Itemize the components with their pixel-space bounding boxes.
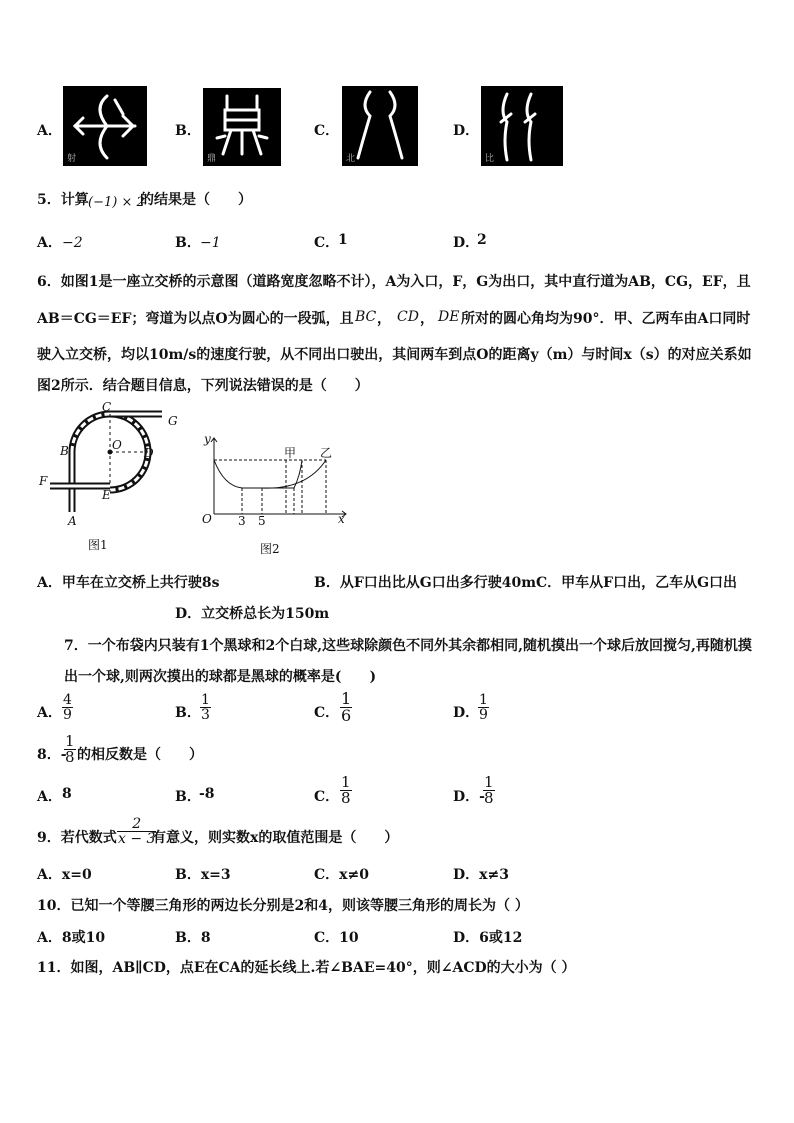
q4-option-b-letter: B． <box>175 123 201 139</box>
q8-option-d-den: 8 <box>484 789 494 807</box>
q8-option-c-fraction <box>340 775 352 806</box>
fig2-origin: O <box>202 512 212 526</box>
q9-num: 2 <box>132 816 142 832</box>
q6-figure-2 <box>196 428 356 558</box>
q5-option-b-value: −1 <box>200 235 221 251</box>
fig1-label-o: O <box>112 438 122 452</box>
q6-line-2b: 所对的圆心角均为90°．甲、乙两车由A口同时 <box>461 311 751 327</box>
fig1-caption: 图1 <box>88 538 108 552</box>
q6-line-2a: AB＝CG＝EF；弯道为以点O为圆心的一段弧，且 <box>37 311 354 327</box>
q5-option-a-value: −2 <box>62 235 83 251</box>
q5-option-d-letter: D． <box>453 235 480 251</box>
q6-arc-de: DE <box>438 309 460 325</box>
q7-option-c-den: 6 <box>341 706 352 725</box>
q7-option-d-letter: D． <box>453 705 480 721</box>
fig1-label-a: A <box>68 514 77 528</box>
q5-option-d-value: 2 <box>477 232 487 248</box>
q5-expression: (−1) × 2 <box>88 195 145 210</box>
q7-option-d-fraction <box>478 693 489 722</box>
q8-option-d-fraction <box>483 775 495 806</box>
q10-stem: 10．已知一个等腰三角形的两边长分别是2和4，则该等腰三角形的周长为（ ） <box>37 898 529 914</box>
q5-option-a-letter: A． <box>37 235 62 251</box>
fig2-label-yi: 乙 <box>320 446 333 460</box>
q5-option-c-value: 1 <box>338 232 348 248</box>
q6-arc-bc: BC <box>355 309 377 325</box>
q7-option-b-letter: B． <box>175 705 201 721</box>
q6-sep-1: ， <box>377 311 391 327</box>
q4-option-c-image <box>342 86 418 166</box>
q11-stem: 11．如图，AB∥CD，点E在CA的延长线上.若∠BAE=40°，则∠ACD的大小为（ ） <box>37 960 576 976</box>
q7-option-a-fraction <box>62 693 73 722</box>
q8-stem-prefix: 8．- <box>37 747 67 763</box>
q8-num: 1 <box>65 732 75 750</box>
q9-option-b: B．x=3 <box>175 867 231 883</box>
q8-option-d-letter: D．- <box>453 789 485 805</box>
q8-stem-suffix: 的相反数是（ ） <box>77 747 203 763</box>
q8-option-d-num: 1 <box>484 773 494 791</box>
q7-option-b-fraction <box>200 693 211 722</box>
fig1-label-f: F <box>39 474 48 488</box>
q7-option-c-letter: C． <box>314 705 340 721</box>
q6-option-b: B．从F口出比从G口出多行驶40mC．甲车从F口出，乙车从G口出 <box>314 575 738 591</box>
q5-stem-suffix: 的结果是（ ） <box>140 192 252 208</box>
q10-option-a: A．8或10 <box>37 930 106 946</box>
q7-option-b-den: 3 <box>201 707 210 723</box>
q9-stem-suffix: 有意义，则实数x的取值范围是（ ） <box>152 830 399 846</box>
q4-option-a-image <box>63 86 147 166</box>
q6-option-a: A．甲车在立交桥上共行驶8s <box>37 575 220 591</box>
fig2-axis-y: y <box>204 432 211 446</box>
fig1-label-e: E <box>102 488 111 502</box>
q5-option-b-letter: B． <box>175 235 201 251</box>
q8-option-c-num: 1 <box>341 773 351 791</box>
q6-figure-1 <box>36 400 196 550</box>
fig1-label-b: B <box>60 444 69 458</box>
q6-line-3: 驶入立交桥，均以10m/s的速度行驶，从不同出口驶出，其间两车到点O的距离y（m）与时间x（s）的对应关系如 <box>37 347 752 363</box>
fig2-tick-3: 3 <box>238 514 246 528</box>
q7-option-b-num: 1 <box>201 692 210 708</box>
q5-stem-prefix: 5．计算 <box>37 192 89 208</box>
q4-option-d-letter: D． <box>453 123 480 139</box>
q6-sep-2: ， <box>420 311 434 327</box>
q6-option-d: D．立交桥总长为150m <box>175 606 330 622</box>
q8-option-c-den: 8 <box>341 789 351 807</box>
q9-option-c: C．x≠0 <box>314 867 369 883</box>
q7-line-2: 出一个球,则两次摸出的球都是黑球的概率是( ) <box>64 669 377 685</box>
q10-option-b: B．8 <box>175 930 211 946</box>
q4-option-c-letter: C． <box>314 123 340 139</box>
q7-line-1: 7．一个布袋内只装有1个黑球和2个白球,这些球除颜色不同外其余都相同,随机摸出一个球后放回搅匀,再随机摸 <box>64 638 752 654</box>
q8-option-b-value: -8 <box>199 786 215 802</box>
q7-option-a-num: 4 <box>63 692 72 708</box>
q8-option-b-letter: B． <box>175 789 201 805</box>
q7-option-a-den: 9 <box>63 707 72 723</box>
fig1-label-c: C <box>102 400 112 414</box>
q6-line-1: 6．如图1是一座立交桥的示意图（道路宽度忽略不计），A为入口，F，G为出口，其中直行道为AB，CG，EF，且 <box>37 274 751 290</box>
q8-den: 8 <box>65 748 75 766</box>
q4-option-d-image <box>481 86 563 166</box>
q9-fraction <box>117 817 156 846</box>
q4-option-a-caption: 射 <box>67 154 77 164</box>
q5-option-c-letter: C． <box>314 235 340 251</box>
q8-fraction <box>64 734 76 765</box>
q7-option-c-num: 1 <box>341 689 352 708</box>
q6-line-4: 图2所示．结合题目信息，下列说法错误的是（ ） <box>37 378 369 394</box>
q8-option-a-letter: A． <box>37 789 62 805</box>
q4-option-a-letter: A． <box>37 123 62 139</box>
fig1-label-g: G <box>168 414 178 428</box>
q10-option-c: C．10 <box>314 930 359 946</box>
q8-option-a-value: 8 <box>62 786 72 802</box>
q9-den: x − 3 <box>118 831 156 847</box>
q4-option-b-image <box>203 88 281 166</box>
fig1-label-d: D <box>144 446 154 460</box>
q10-option-d: D．6或12 <box>453 930 523 946</box>
q7-option-d-num: 1 <box>479 692 488 708</box>
q4-option-b-caption: 鼎 <box>207 154 217 164</box>
q4-option-d-caption: 比 <box>485 154 495 164</box>
q4-option-c-caption: 北 <box>346 154 356 164</box>
fig2-axis-x: x <box>338 512 345 526</box>
q7-option-a-letter: A． <box>37 705 62 721</box>
fig2-caption: 图2 <box>260 542 280 556</box>
q8-option-c-letter: C． <box>314 789 340 805</box>
q7-option-c-fraction <box>340 691 352 724</box>
fig2-tick-5: 5 <box>258 514 266 528</box>
q9-option-d: D．x≠3 <box>453 867 509 883</box>
fig2-label-jia: 甲 <box>284 446 297 460</box>
q6-arc-cd: CD <box>397 309 419 325</box>
q7-option-d-den: 9 <box>479 707 488 723</box>
q9-stem-prefix: 9．若代数式 <box>37 830 117 846</box>
q9-option-a: A．x=0 <box>37 867 92 883</box>
